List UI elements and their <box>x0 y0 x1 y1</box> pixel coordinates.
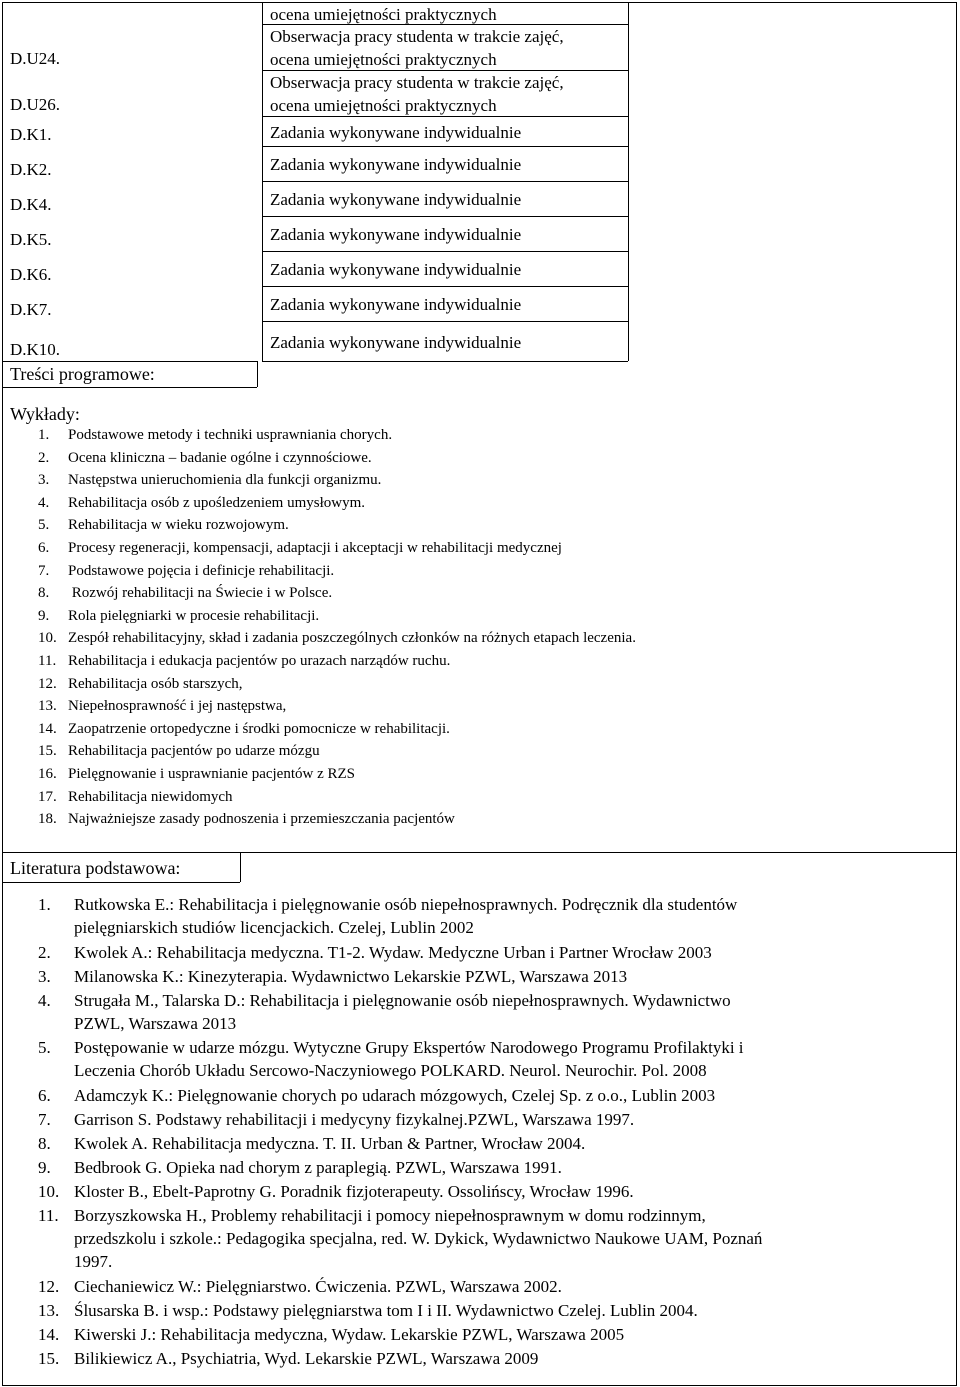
list-item-text: Rola pielęgniarki w procesie rehabilitacji. <box>68 607 320 624</box>
list-item-text: Podstawowe pojęcia i definicje rehabilitacji. <box>68 562 335 579</box>
reference-text: Bilikiewicz A., Psychiatria, Wyd. Lekarskie PZWL, Warszawa 2009 <box>74 1349 539 1369</box>
list-item-number: 8. <box>38 585 50 602</box>
reference-text: Kiwerski J.: Rehabilitacja medyczna, Wydaw. Lekarskie PZWL, Warszawa 2005 <box>74 1325 625 1345</box>
table-row-code: D.K4. <box>10 195 52 214</box>
list-item-text: Najważniejsze zasady podnoszenia i przemieszczania pacjentów <box>68 811 455 828</box>
frame-left <box>2 2 3 1386</box>
list-item-number: 4. <box>38 494 50 511</box>
table-row-divider <box>262 251 628 252</box>
reference-number: 14. <box>38 1325 60 1345</box>
reference-number: 4. <box>38 990 51 1010</box>
table-row-code: D.K10. <box>10 340 61 359</box>
list-item-number: 16. <box>38 766 57 782</box>
list-item <box>38 515 289 535</box>
reference-number: 9. <box>38 1157 51 1177</box>
list-item <box>38 538 562 558</box>
list-item-text: Rehabilitacja pacjentów po udarze mózgu <box>68 743 320 760</box>
table-row-code: D.K1. <box>10 125 52 144</box>
table-row-code: D.U26. <box>10 95 61 114</box>
reference-number: 2. <box>38 942 51 962</box>
reference-number: 7. <box>38 1110 51 1130</box>
table-row-method: Zadania wykonywane indywidualnie <box>270 155 522 174</box>
reference-item <box>38 1084 715 1107</box>
list-item-number: 2. <box>38 449 50 466</box>
table-row-divider <box>262 286 628 287</box>
table-row-method: Zadania wykonywane indywidualnie <box>270 260 522 279</box>
reference-item <box>38 1323 624 1346</box>
reference-text: PZWL, Warszawa 2013 <box>74 1013 237 1033</box>
reference-item <box>38 941 712 964</box>
reference-number: 1. <box>38 895 51 914</box>
table-row-method: Obserwacja pracy studenta w trakcie zajęć, <box>270 73 564 92</box>
table-row-method: Zadania wykonywane indywidualnie <box>270 190 522 209</box>
content-heading: Treści programowe: <box>10 364 155 384</box>
divider <box>240 852 241 882</box>
table-row-code: D.U24. <box>10 49 61 68</box>
frame-right <box>956 2 957 1386</box>
list-item <box>38 809 455 829</box>
reference-text: pielęgniarskich studiów licencjackich. Czelej, Lublin 2002 <box>74 918 474 937</box>
list-item-number: 12. <box>38 675 57 692</box>
list-item-text: Rehabilitacja i edukacja pacjentów po urazach narządów ruchu. <box>68 653 451 669</box>
reference-text: Kwolek A. Rehabilitacja medyczna. T. II. Urban & Partner, Wrocław 2004. <box>74 1134 586 1153</box>
reference-number: 10. <box>38 1181 60 1201</box>
reference-number: 6. <box>38 1086 51 1106</box>
reference-text: Ślusarska B. i wsp.: Podstawy pielęgniarstwa tom I i II. Wydawnictwo Czelej. Lublin 2004. <box>74 1301 698 1321</box>
list-item <box>38 628 636 648</box>
reference-text: Adamczyk K.: Pielęgnowanie chorych po udarach mózgowych, Czelej Sp. z o.o., Lublin 2003 <box>74 1086 716 1106</box>
table-row-code: D.K6. <box>10 265 52 284</box>
list-item <box>38 696 286 716</box>
list-item-number: 1. <box>38 427 50 443</box>
list-item-number: 14. <box>38 720 57 737</box>
reference-text: Leczenia Chorób Układu Sercowo-Naczyniowego POLKARD. Neurol. Neurochir. Pol. 2008 <box>74 1061 707 1081</box>
table-row-method: Zadania wykonywane indywidualnie <box>270 225 522 244</box>
reference-item <box>38 1180 634 1203</box>
list-item-number: 17. <box>38 788 57 805</box>
list-item <box>38 583 332 603</box>
list-item-number: 18. <box>38 811 57 828</box>
list-item-number: 13. <box>38 698 57 715</box>
reference-number: 5. <box>38 1038 51 1058</box>
list-item-text: Procesy regeneracji, kompensacji, adaptacji i akceptacji w rehabilitacji medycznej <box>68 540 562 556</box>
divider <box>2 361 257 362</box>
list-item <box>38 741 320 761</box>
reference-text: Milanowska K.: Kinezyterapia. Wydawnictwo Lekarskie PZWL, Warszawa 2013 <box>74 966 628 986</box>
table-row-divider <box>262 321 628 322</box>
table-row-method: Zadania wykonywane indywidualnie <box>270 332 522 352</box>
reference-item <box>38 989 731 1035</box>
reference-number: 11. <box>38 1205 59 1225</box>
reference-item <box>38 1108 634 1131</box>
reference-number: 12. <box>38 1277 60 1297</box>
list-item <box>38 764 355 784</box>
table-row-code: D.K7. <box>10 300 52 319</box>
list-item <box>38 561 334 581</box>
list-item-text: Rehabilitacja w wieku rozwojowym. <box>68 517 289 534</box>
reference-text: Kloster B., Ebelt-Paprotny G. Poradnik fizjoterapeuty. Ossolińscy, Wrocław 1996. <box>74 1181 634 1201</box>
frame-bottom <box>2 1385 957 1386</box>
reference-item <box>38 1299 698 1322</box>
reference-number: 13. <box>38 1301 60 1321</box>
reference-text: przedszkolu i szkole.: Pedagogika specjalna, red. W. Dykick, Wydawnictwo Naukowe UAM, Poznań <box>74 1228 763 1248</box>
list-item <box>38 606 319 626</box>
table-row-method: Zadania wykonywane indywidualnie <box>270 295 522 314</box>
table-row-code: D.K2. <box>10 160 52 179</box>
lectures-heading: Wykłady: <box>10 404 80 424</box>
reference-item <box>38 1204 762 1273</box>
reference-number: 8. <box>38 1134 51 1153</box>
list-item <box>38 719 450 739</box>
table-row-method: Obserwacja pracy studenta w trakcie zajęć, <box>270 27 564 46</box>
divider <box>2 852 957 853</box>
table-divider <box>628 2 629 361</box>
divider <box>257 361 258 387</box>
list-item-text: Rehabilitacja osób z upośledzeniem umysłowym. <box>68 494 366 511</box>
reference-number: 15. <box>38 1349 60 1369</box>
reference-text: Rutkowska E.: Rehabilitacja i pielęgnowanie osób niepełnosprawnych. Podręcznik dla studentów <box>74 895 738 914</box>
list-item-text: Niepełnosprawność i jej następstwa, <box>68 698 287 715</box>
list-item <box>38 470 381 490</box>
list-item <box>38 448 372 468</box>
table-row-divider <box>262 146 628 147</box>
table-row-method: Zadania wykonywane indywidualnie <box>270 122 522 142</box>
reference-text: Kwolek A.: Rehabilitacja medyczna. T1-2. Wydaw. Medyczne Urban i Partner Wrocław 2003 <box>74 942 712 962</box>
list-item-text: Pielęgnowanie i usprawnianie pacjentów z RZS <box>68 766 356 782</box>
list-item-text: Rehabilitacja niewidomych <box>68 788 233 805</box>
divider <box>2 387 257 388</box>
list-item-text: Następstwa unieruchomienia dla funkcji organizmu. <box>68 472 382 489</box>
reference-number: 3. <box>38 966 51 986</box>
list-item-number: 7. <box>38 562 50 579</box>
list-item <box>38 493 365 513</box>
reference-item <box>38 1347 538 1370</box>
list-item-number: 15. <box>38 743 57 760</box>
reference-item <box>38 1132 585 1155</box>
reference-item <box>38 1036 744 1082</box>
table-row-method: ocena umiejętności praktycznych <box>270 4 497 24</box>
table-row-method: ocena umiejętności praktycznych <box>270 96 497 115</box>
list-item-number: 10. <box>38 630 57 647</box>
list-item-text: Rozwój rehabilitacji na Świecie i w Polsce. <box>68 585 333 602</box>
table-row-divider <box>262 216 628 217</box>
list-item-text: Ocena kliniczna – badanie ogólne i czynnościowe. <box>68 449 372 466</box>
list-item-text: Zespół rehabilitacyjny, skład i zadania poszczególnych członków na różnych etapach leczenia. <box>68 630 636 647</box>
table-row-method: ocena umiejętności praktycznych <box>270 50 497 69</box>
list-item-text: Podstawowe metody i techniki usprawniania chorych. <box>68 427 393 443</box>
list-item-text: Rehabilitacja osób starszych, <box>68 675 243 692</box>
table-row-divider <box>262 116 628 117</box>
list-item <box>38 651 450 671</box>
table-row-divider <box>262 361 628 362</box>
literature-heading: Literatura podstawowa: <box>10 858 181 878</box>
reference-item <box>38 893 737 939</box>
list-item-number: 11. <box>38 653 57 669</box>
reference-text: Postępowanie w udarze mózgu. Wytyczne Grupy Ekspertów Narodowego Programu Profilaktyki i <box>74 1038 744 1058</box>
reference-text: Borzyszkowska H., Problemy rehabilitacji i pomocy niepełnosprawnym w domu rodzinnym, <box>74 1205 706 1225</box>
reference-item <box>38 965 627 988</box>
divider <box>2 882 240 883</box>
list-item <box>38 674 243 694</box>
table-row-divider <box>262 181 628 182</box>
reference-item <box>38 1275 562 1298</box>
list-item-number: 9. <box>38 607 50 624</box>
reference-text: Bedbrook G. Opieka nad chorym z paraplegią. PZWL, Warszawa 1991. <box>74 1157 562 1177</box>
list-item-number: 5. <box>38 517 50 534</box>
reference-item <box>38 1156 562 1179</box>
table-row-code: D.K5. <box>10 230 52 249</box>
reference-text: Ciechaniewicz W.: Pielęgniarstwo. Ćwiczenia. PZWL, Warszawa 2002. <box>74 1277 562 1297</box>
reference-text: Strugała M., Talarska D.: Rehabilitacja i pielęgnowanie osób niepełnosprawnych. Wydawnictwo <box>74 990 731 1010</box>
reference-text: 1997. <box>74 1251 113 1271</box>
list-item-number: 6. <box>38 540 50 556</box>
list-item <box>38 787 233 807</box>
list-item-text: Zaopatrzenie ortopedyczne i środki pomocnicze w rehabilitacji. <box>68 720 450 737</box>
list-item-number: 3. <box>38 472 50 489</box>
reference-text: Garrison S. Podstawy rehabilitacji i medycyny fizykalnej.PZWL, Warszawa 1997. <box>74 1110 635 1130</box>
list-item <box>38 425 392 445</box>
